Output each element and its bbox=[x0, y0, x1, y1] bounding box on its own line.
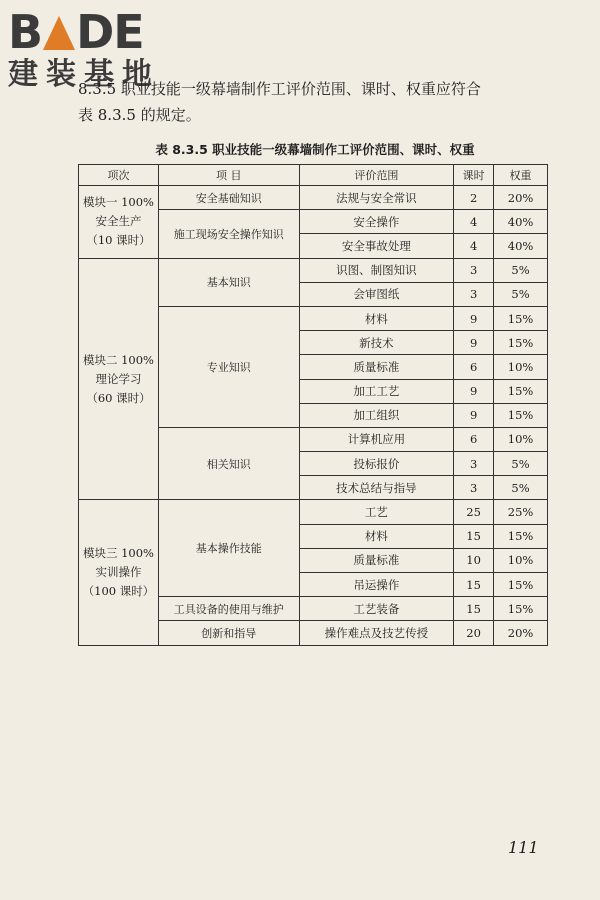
hours-cell: 20 bbox=[454, 621, 494, 645]
hours-cell: 3 bbox=[454, 476, 494, 500]
module-cell bbox=[79, 186, 159, 259]
module-title: 安全生产 bbox=[95, 214, 142, 229]
range-cell: 会审图纸 bbox=[299, 282, 454, 306]
range-cell: 法规与安全常识 bbox=[299, 186, 454, 210]
range-cell: 质量标准 bbox=[299, 355, 454, 379]
header-hours: 课时 bbox=[454, 165, 494, 186]
module-cell bbox=[79, 258, 159, 500]
range-cell: 识图、制图知识 bbox=[299, 258, 454, 282]
weight-cell: 5% bbox=[494, 452, 548, 476]
table-row bbox=[79, 186, 548, 210]
weight-cell: 15% bbox=[494, 306, 548, 330]
weight-cell: 10% bbox=[494, 355, 548, 379]
header-module: 项次 bbox=[79, 165, 159, 186]
hours-cell: 3 bbox=[454, 282, 494, 306]
hours-cell: 9 bbox=[454, 306, 494, 330]
module-cell bbox=[79, 500, 159, 645]
weight-cell: 15% bbox=[494, 331, 548, 355]
hours-cell: 9 bbox=[454, 403, 494, 427]
range-cell: 工艺 bbox=[299, 500, 454, 524]
module-hours: （10 课时） bbox=[86, 233, 151, 248]
item-cell: 安全基础知识 bbox=[158, 186, 299, 210]
intro-line-1: 8.3.5 职业技能一级幕墙制作工评价范围、课时、权重应符合 bbox=[78, 80, 481, 98]
header-range: 评价范围 bbox=[299, 165, 454, 186]
page-number: 111 bbox=[508, 838, 539, 857]
weight-cell: 20% bbox=[494, 621, 548, 645]
weight-cell: 15% bbox=[494, 403, 548, 427]
hours-cell: 9 bbox=[454, 331, 494, 355]
range-cell: 材料 bbox=[299, 306, 454, 330]
module-title: 实训操作 bbox=[95, 565, 142, 579]
hours-cell: 4 bbox=[454, 210, 494, 234]
hours-cell: 3 bbox=[454, 452, 494, 476]
weight-cell: 25% bbox=[494, 500, 548, 524]
range-cell: 安全操作 bbox=[299, 210, 454, 234]
range-cell: 质量标准 bbox=[299, 548, 454, 572]
weight-cell: 15% bbox=[494, 379, 548, 403]
weight-cell: 10% bbox=[494, 427, 548, 451]
logo-letter-b: B bbox=[8, 5, 43, 59]
module-name: 模块一 100% bbox=[82, 195, 154, 210]
module-title: 理论学习 bbox=[95, 371, 142, 386]
logo-letters-de: DE bbox=[76, 5, 144, 59]
range-cell: 安全事故处理 bbox=[299, 234, 454, 258]
logo-triangle-icon bbox=[43, 16, 75, 50]
hours-cell: 3 bbox=[454, 258, 494, 282]
module-name: 模块三 100% bbox=[82, 546, 154, 560]
weight-cell: 5% bbox=[494, 476, 548, 500]
weight-cell: 15% bbox=[494, 524, 548, 548]
module-hours: （60 课时） bbox=[86, 390, 151, 405]
intro-line-2: 表 8.3.5 的规定。 bbox=[78, 106, 201, 124]
weight-cell: 15% bbox=[494, 597, 548, 621]
item-cell: 施工现场安全操作知识 bbox=[158, 210, 299, 258]
table-row bbox=[79, 258, 548, 282]
intro-paragraph bbox=[78, 76, 550, 128]
range-cell: 新技术 bbox=[299, 331, 454, 355]
range-cell: 材料 bbox=[299, 524, 454, 548]
range-cell: 计算机应用 bbox=[299, 427, 454, 451]
item-cell: 相关知识 bbox=[158, 427, 299, 500]
item-cell: 专业知识 bbox=[158, 306, 299, 427]
range-cell: 技术总结与指导 bbox=[299, 476, 454, 500]
hours-cell: 25 bbox=[454, 500, 494, 524]
table-caption: 表 8.3.5 职业技能一级幕墙制作工评价范围、课时、权重 bbox=[155, 142, 475, 157]
header-item: 项 目 bbox=[158, 165, 299, 186]
module-hours: （100 课时） bbox=[82, 584, 155, 598]
item-cell: 基本知识 bbox=[158, 258, 299, 306]
weight-cell: 40% bbox=[494, 210, 548, 234]
weight-cell: 20% bbox=[494, 186, 548, 210]
weight-cell: 15% bbox=[494, 573, 548, 597]
range-cell: 工艺装备 bbox=[299, 597, 454, 621]
table-body bbox=[79, 186, 548, 646]
item-cell: 基本操作技能 bbox=[158, 500, 299, 597]
header-weight: 权重 bbox=[494, 165, 548, 186]
logo-subtitle: 建装基地 bbox=[8, 57, 160, 92]
table-header-row bbox=[79, 165, 548, 186]
weight-cell: 5% bbox=[494, 258, 548, 282]
range-cell: 加工工艺 bbox=[299, 379, 454, 403]
range-cell: 操作难点及技艺传授 bbox=[299, 621, 454, 645]
range-cell: 加工组织 bbox=[299, 403, 454, 427]
weight-cell: 10% bbox=[494, 548, 548, 572]
evaluation-table bbox=[78, 164, 548, 646]
weight-cell: 5% bbox=[494, 282, 548, 306]
hours-cell: 6 bbox=[454, 427, 494, 451]
hours-cell: 15 bbox=[454, 573, 494, 597]
hours-cell: 15 bbox=[454, 597, 494, 621]
hours-cell: 6 bbox=[454, 355, 494, 379]
hours-cell: 15 bbox=[454, 524, 494, 548]
item-cell: 工具设备的使用与维护 bbox=[158, 597, 299, 621]
hours-cell: 10 bbox=[454, 548, 494, 572]
range-cell: 投标报价 bbox=[299, 452, 454, 476]
hours-cell: 9 bbox=[454, 379, 494, 403]
table-row bbox=[79, 500, 548, 524]
hours-cell: 2 bbox=[454, 186, 494, 210]
weight-cell: 40% bbox=[494, 234, 548, 258]
item-cell: 创新和指导 bbox=[158, 621, 299, 645]
module-name: 模块二 100% bbox=[82, 352, 154, 367]
hours-cell: 4 bbox=[454, 234, 494, 258]
range-cell: 吊运操作 bbox=[299, 573, 454, 597]
